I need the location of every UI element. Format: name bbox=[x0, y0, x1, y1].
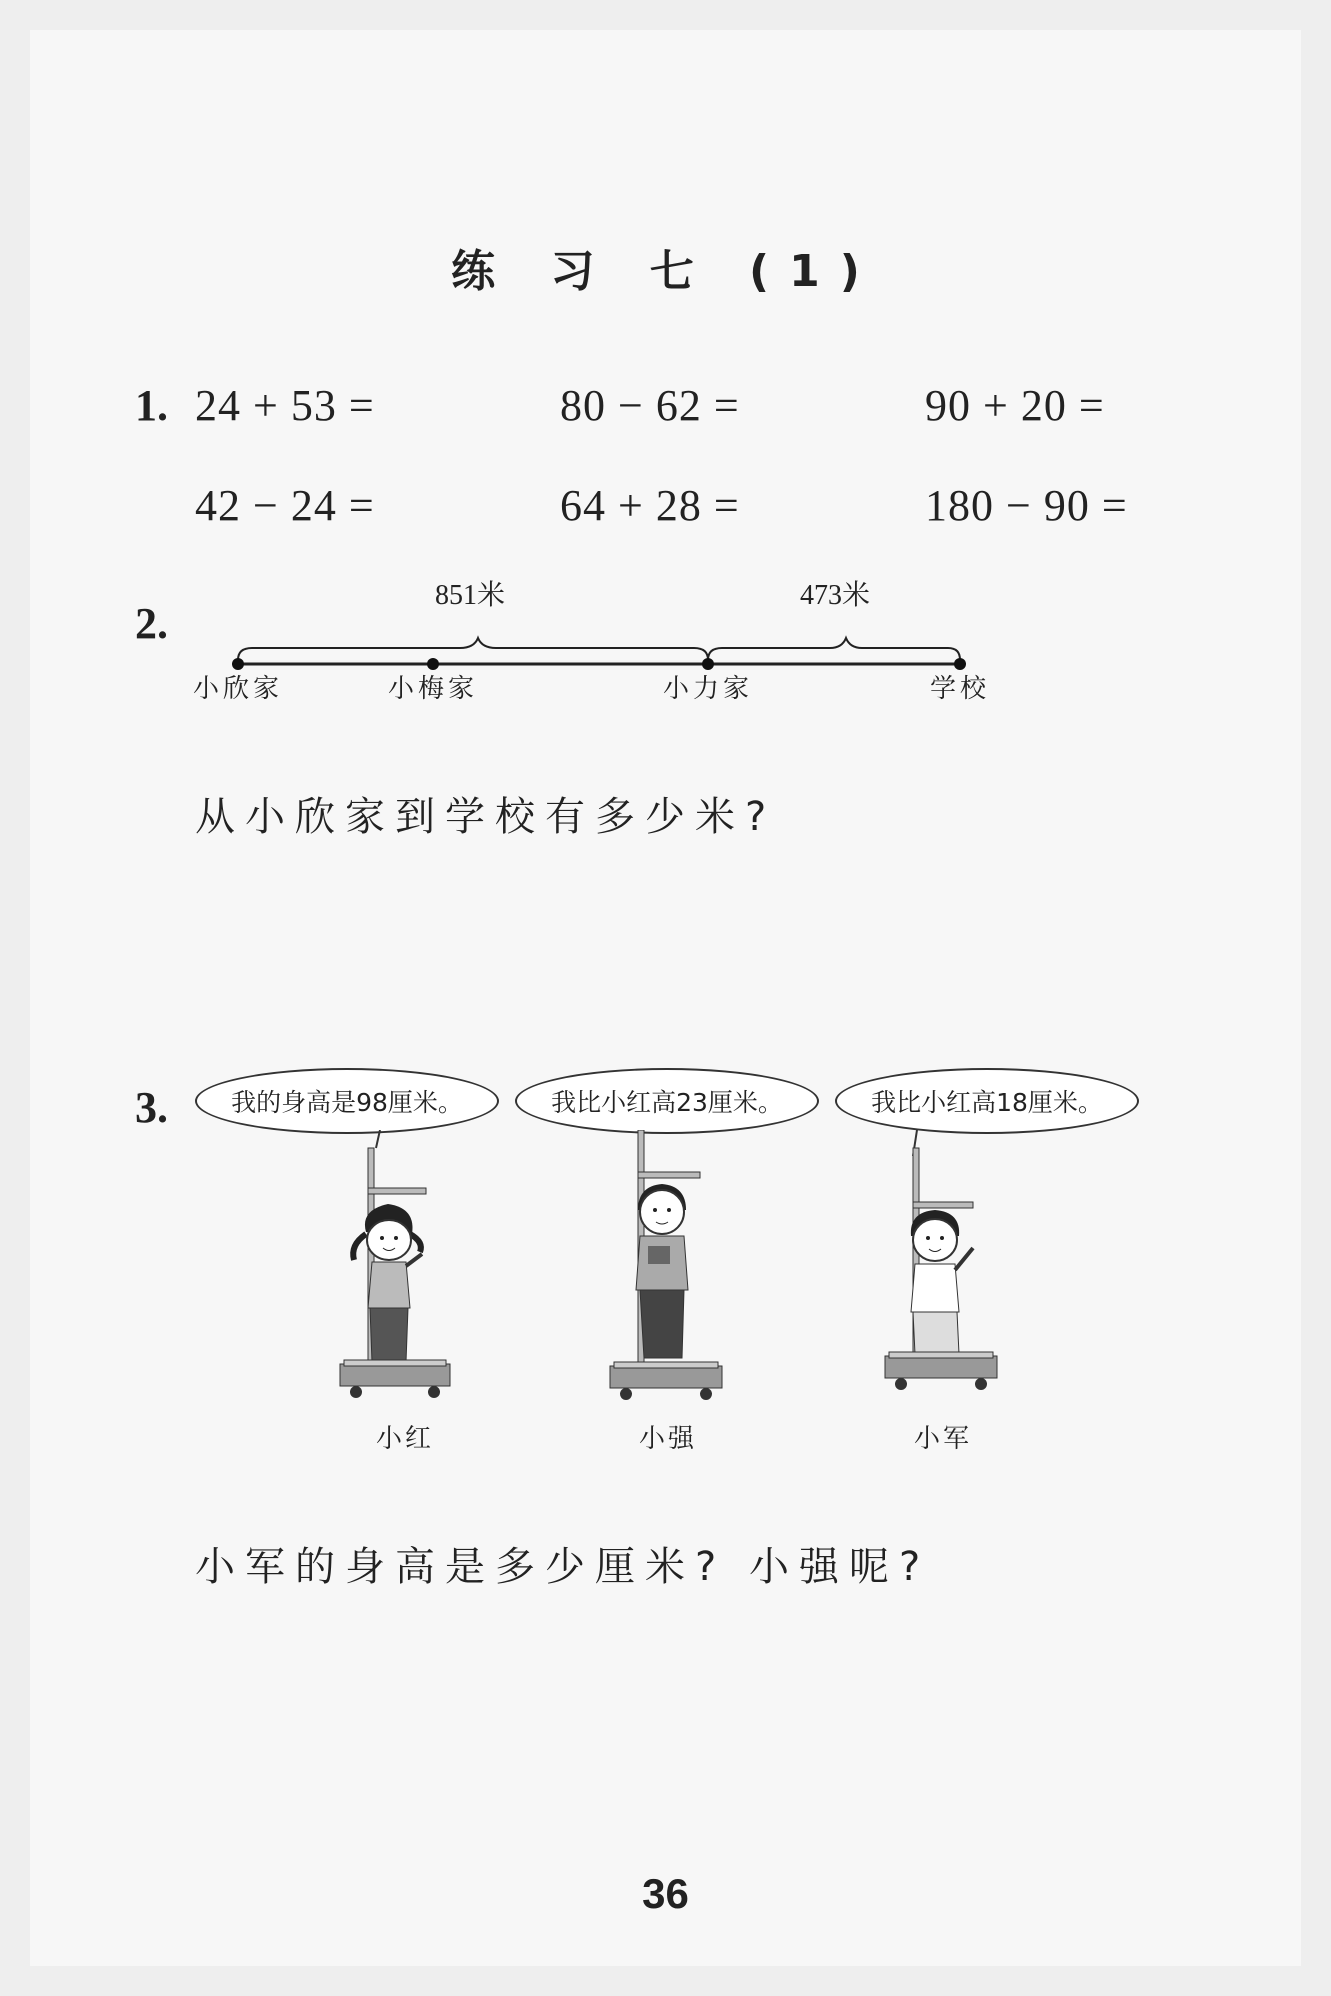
illustration-xiaojun bbox=[865, 1130, 1025, 1410]
speech-bubble-xiaohong: 我的身高是98厘米。 bbox=[195, 1068, 499, 1134]
place-label-xiaoxin: 小欣家 bbox=[192, 674, 284, 704]
equation-6: 180 − 90 = bbox=[925, 481, 1128, 530]
place-label-xiaoli: 小力家 bbox=[662, 674, 754, 704]
page-title: 练 习 七 (1) bbox=[451, 246, 880, 297]
question-1-number: 1. bbox=[135, 381, 168, 430]
name-label-xiaohong: 小红 bbox=[375, 1424, 435, 1454]
equation-3: 90 + 20 = bbox=[925, 381, 1105, 430]
question-3-number: 3. bbox=[135, 1083, 168, 1132]
illustration-xiaoqiang bbox=[590, 1130, 750, 1410]
speech-bubble-xiaojun: 我比小红高18厘米。 bbox=[835, 1068, 1139, 1134]
name-label-xiaojun: 小军 bbox=[913, 1424, 973, 1454]
equation-4: 42 − 24 = bbox=[195, 481, 375, 530]
distance-label-1: 851米 bbox=[435, 580, 506, 611]
illustration-xiaohong bbox=[320, 1130, 480, 1410]
equation-2: 80 − 62 = bbox=[560, 381, 740, 430]
question-2-number: 2. bbox=[135, 599, 168, 648]
place-label-school: 学校 bbox=[929, 674, 991, 704]
name-label-xiaoqiang: 小强 bbox=[638, 1424, 698, 1454]
equation-5: 64 + 28 = bbox=[560, 481, 740, 530]
worksheet-page bbox=[30, 30, 1301, 1966]
equation-1: 24 + 53 = bbox=[195, 381, 375, 430]
distance-brace-1 bbox=[238, 638, 708, 660]
distance-label-2: 473米 bbox=[800, 580, 871, 611]
question-3-text: 小军的身高是多少厘米? 小强呢? bbox=[195, 1544, 931, 1590]
speech-bubble-xiaoqiang: 我比小红高23厘米。 bbox=[515, 1068, 819, 1134]
page-number: 36 bbox=[642, 1870, 689, 1917]
question-2-text: 从小欣家到学校有多少米? bbox=[195, 794, 777, 840]
distance-brace-2 bbox=[708, 638, 960, 660]
place-label-xiaomei: 小梅家 bbox=[387, 674, 479, 704]
